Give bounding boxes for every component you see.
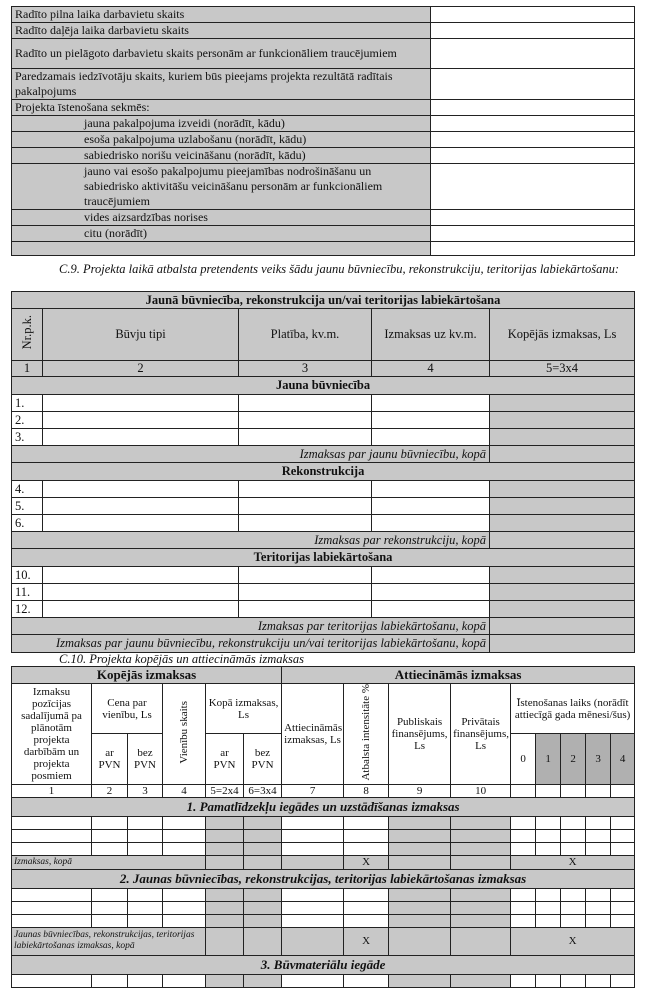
- group-total-label: Izmaksas par teritorijas labiekārtošanu, kopā: [12, 618, 490, 635]
- cost-section-title: 3. Būvmateriālu iegāde: [12, 955, 635, 974]
- indicator-sublabel: citu (norādīt): [12, 226, 431, 242]
- input-cell[interactable]: [511, 842, 536, 855]
- input-cell[interactable]: [372, 601, 490, 618]
- calc-cell: [244, 829, 282, 842]
- header-total-cost: Kopējās izmaksas, Ls: [490, 309, 635, 361]
- calc-cell: [451, 842, 511, 855]
- indicator-label: Radīto pilna laika darbavietu skaits: [12, 7, 431, 23]
- calc-cell: [389, 842, 451, 855]
- input-cell[interactable]: [282, 842, 344, 855]
- calc-cell: [206, 927, 244, 955]
- blank-cell: [561, 784, 586, 797]
- input-cell[interactable]: [586, 974, 611, 987]
- head-total-costs: Kopējās izmaksas: [12, 667, 282, 684]
- total-cell: [490, 567, 635, 584]
- total-cell: [490, 481, 635, 498]
- input-cell[interactable]: [561, 842, 586, 855]
- input-cell[interactable]: [12, 829, 92, 842]
- indicator-value-cell[interactable]: [431, 164, 635, 210]
- construction-table: [11, 291, 635, 653]
- input-cell[interactable]: [611, 829, 635, 842]
- month: 2: [561, 734, 586, 784]
- header-eligible: Attiecināmās izmaksas, Ls: [282, 684, 344, 785]
- col-num: 3: [239, 361, 372, 377]
- calc-cell: [206, 842, 244, 855]
- indicator-value-cell[interactable]: [431, 132, 635, 148]
- calc-cell: [451, 855, 511, 869]
- input-cell[interactable]: [92, 901, 128, 914]
- row-number: 3.: [12, 429, 43, 446]
- input-cell[interactable]: [43, 515, 239, 532]
- input-cell[interactable]: [282, 888, 344, 901]
- header-private-funding: Privātais finansējums, Ls: [451, 684, 511, 785]
- total-cell: [490, 446, 635, 463]
- calc-cell: [389, 855, 451, 869]
- input-cell[interactable]: [282, 816, 344, 829]
- indicator-sublabel: jauno vai esošo pakalpojumu pieejamības nodrošināšanu un sabiedrisko aktivitāšu veicināšanu personām ar funkcionāliem traucējumiem: [12, 164, 431, 210]
- calc-cell: [282, 927, 344, 955]
- calc-cell: [244, 927, 282, 955]
- cost-section-title: 1. Pamatlīdzekļu iegādes un uzstādīšanas izmaksas: [12, 797, 635, 816]
- calc-cell: [389, 927, 451, 955]
- indicator-value-cell[interactable]: [431, 69, 635, 100]
- month: 3: [586, 734, 611, 784]
- input-cell[interactable]: [12, 914, 92, 927]
- indicator-sublabel: jauna pakalpojuma izveidi (norādīt, kādu): [12, 116, 431, 132]
- input-cell[interactable]: [239, 515, 372, 532]
- calc-cell: [244, 816, 282, 829]
- input-cell[interactable]: [43, 412, 239, 429]
- input-cell[interactable]: [561, 816, 586, 829]
- header-implementation-time: Īstenošanas laiks (norādīt attiecīgā gada mēnesi/šus): [511, 684, 635, 734]
- col-num: 4: [163, 784, 206, 797]
- total-cell: [490, 618, 635, 635]
- input-cell[interactable]: [163, 974, 206, 987]
- header-total-costs: Kopā izmaksas, Ls: [206, 684, 282, 734]
- input-cell[interactable]: [372, 412, 490, 429]
- group-title: Rekonstrukcija: [12, 463, 635, 481]
- total-cell: [490, 515, 635, 532]
- x-mark: X: [511, 927, 635, 955]
- input-cell[interactable]: [536, 816, 561, 829]
- input-cell[interactable]: [92, 974, 128, 987]
- calc-cell: [389, 914, 451, 927]
- input-cell[interactable]: [43, 481, 239, 498]
- input-cell[interactable]: [43, 498, 239, 515]
- construction-table-title: Jaunā būvniecība, rekonstrukcija un/vai teritorijas labiekārtošana: [12, 292, 635, 309]
- input-cell[interactable]: [43, 395, 239, 412]
- input-cell[interactable]: [536, 974, 561, 987]
- sub-vat: ar PVN: [92, 734, 128, 784]
- header-intensity: Atbalsta intensitāte %: [344, 684, 389, 785]
- row-number: 4.: [12, 481, 43, 498]
- calc-cell: [244, 974, 282, 987]
- calc-cell: [389, 816, 451, 829]
- input-cell[interactable]: [611, 974, 635, 987]
- calc-cell: [244, 855, 282, 869]
- indicator-sublabel: sabiedrisko norišu veicināšanu (norādīt, kādu): [12, 148, 431, 164]
- input-cell[interactable]: [372, 498, 490, 515]
- indicator-value-cell[interactable]: [431, 39, 635, 69]
- calc-cell: [244, 901, 282, 914]
- input-cell[interactable]: [511, 914, 536, 927]
- input-cell[interactable]: [163, 901, 206, 914]
- input-cell[interactable]: [282, 974, 344, 987]
- input-cell[interactable]: [128, 974, 163, 987]
- input-cell[interactable]: [92, 842, 128, 855]
- header-public-funding: Publiskais finansējums, Ls: [389, 684, 451, 785]
- input-cell[interactable]: [511, 974, 536, 987]
- input-cell[interactable]: [239, 412, 372, 429]
- calc-cell: [451, 927, 511, 955]
- grand-total-label: Izmaksas par jaunu būvniecību, rekonstrukciju un/vai teritorijas labiekārtošanu, kopā: [12, 635, 490, 653]
- indicator-value-cell[interactable]: [431, 148, 635, 164]
- month: 4: [611, 734, 635, 784]
- total-cell: [490, 532, 635, 549]
- calc-cell: [451, 816, 511, 829]
- input-cell[interactable]: [163, 914, 206, 927]
- input-cell[interactable]: [511, 816, 536, 829]
- input-cell[interactable]: [239, 567, 372, 584]
- row-number: 1.: [12, 395, 43, 412]
- input-cell[interactable]: [561, 829, 586, 842]
- input-cell[interactable]: [163, 888, 206, 901]
- input-cell[interactable]: [128, 829, 163, 842]
- x-mark: X: [511, 855, 635, 869]
- calc-cell: [206, 816, 244, 829]
- input-cell[interactable]: [372, 429, 490, 446]
- calc-cell: [244, 888, 282, 901]
- input-cell[interactable]: [586, 816, 611, 829]
- row-number: 11.: [12, 584, 43, 601]
- calc-cell: [389, 974, 451, 987]
- input-cell[interactable]: [611, 842, 635, 855]
- input-cell[interactable]: [586, 914, 611, 927]
- indicator-sublabel: esoša pakalpojuma uzlabošanu (norādīt, kādu): [12, 132, 431, 148]
- input-cell[interactable]: [344, 842, 389, 855]
- calc-cell: [451, 888, 511, 901]
- indicator-sublabel: vides aizsardzības norises: [12, 210, 431, 226]
- input-cell[interactable]: [239, 601, 372, 618]
- input-cell[interactable]: [12, 888, 92, 901]
- input-cell[interactable]: [561, 974, 586, 987]
- input-cell[interactable]: [128, 888, 163, 901]
- input-cell[interactable]: [128, 816, 163, 829]
- input-cell[interactable]: [344, 974, 389, 987]
- col-num: 5=3x4: [490, 361, 635, 377]
- row-number: 5.: [12, 498, 43, 515]
- blank-cell: [511, 784, 536, 797]
- calc-cell: [451, 901, 511, 914]
- sub-novat: bez PVN: [244, 734, 282, 784]
- blank-cell: [536, 784, 561, 797]
- indicator-label: Paredzamais iedzīvotāju skaits, kuriem būs pieejams projekta rezultātā radītais pakalpojums: [12, 69, 431, 100]
- col-num: 5=2x4: [206, 784, 244, 797]
- input-cell[interactable]: [511, 888, 536, 901]
- total-cell: [490, 635, 635, 653]
- indicator-value-cell[interactable]: [431, 226, 635, 242]
- col-num: 10: [451, 784, 511, 797]
- input-cell[interactable]: [536, 888, 561, 901]
- input-cell[interactable]: [12, 842, 92, 855]
- input-cell[interactable]: [536, 829, 561, 842]
- indicator-label: Projekta īstenošana sekmēs:: [12, 100, 431, 116]
- input-cell[interactable]: [163, 829, 206, 842]
- input-cell[interactable]: [372, 567, 490, 584]
- calc-cell: [282, 855, 344, 869]
- input-cell[interactable]: [43, 429, 239, 446]
- total-cell: [490, 601, 635, 618]
- indicator-label: Radīto daļēja laika darbavietu skaits: [12, 23, 431, 39]
- input-cell[interactable]: [586, 888, 611, 901]
- input-cell[interactable]: [511, 901, 536, 914]
- col-num: 8: [344, 784, 389, 797]
- input-cell[interactable]: [239, 481, 372, 498]
- indicator-value-cell[interactable]: [431, 210, 635, 226]
- input-cell[interactable]: [561, 914, 586, 927]
- input-cell[interactable]: [372, 584, 490, 601]
- calc-cell: [389, 901, 451, 914]
- total-cell: [490, 395, 635, 412]
- input-cell[interactable]: [344, 816, 389, 829]
- input-cell[interactable]: [586, 901, 611, 914]
- input-cell[interactable]: [536, 842, 561, 855]
- input-cell[interactable]: [372, 515, 490, 532]
- section-total-label: Jaunas būvniecības, rekonstrukcijas, teritorijas labiekārtošanas izmaksas, kopā: [12, 927, 206, 955]
- input-cell[interactable]: [344, 888, 389, 901]
- input-cell[interactable]: [92, 816, 128, 829]
- input-cell[interactable]: [92, 888, 128, 901]
- col-num: 3: [128, 784, 163, 797]
- input-cell[interactable]: [128, 901, 163, 914]
- col-num: 1: [12, 784, 92, 797]
- input-cell[interactable]: [372, 395, 490, 412]
- col-num: 2: [43, 361, 239, 377]
- input-cell[interactable]: [43, 601, 239, 618]
- input-cell[interactable]: [12, 816, 92, 829]
- group-title: Teritorijas labiekārtošana: [12, 549, 635, 567]
- input-cell[interactable]: [586, 829, 611, 842]
- header-cost-per-sqm: Izmaksas uz kv.m.: [372, 309, 490, 361]
- input-cell[interactable]: [239, 498, 372, 515]
- input-cell[interactable]: [611, 901, 635, 914]
- indicator-value-cell[interactable]: [431, 242, 635, 256]
- input-cell[interactable]: [511, 829, 536, 842]
- header-unit-price: Cena par vienību, Ls: [92, 684, 163, 734]
- indicators-table: [11, 6, 635, 256]
- input-cell[interactable]: [344, 829, 389, 842]
- input-cell[interactable]: [611, 914, 635, 927]
- input-cell[interactable]: [239, 395, 372, 412]
- x-mark: X: [344, 927, 389, 955]
- row-number: 6.: [12, 515, 43, 532]
- cost-section-title: 2. Jaunas būvniecības, rekonstrukcijas, teritorijas labiekārtošanas izmaksas: [12, 869, 635, 888]
- group-total-label: Izmaksas par jaunu būvniecību, kopā: [12, 446, 490, 463]
- input-cell[interactable]: [239, 584, 372, 601]
- input-cell[interactable]: [611, 888, 635, 901]
- input-cell[interactable]: [561, 888, 586, 901]
- x-mark: X: [344, 855, 389, 869]
- calc-cell: [206, 829, 244, 842]
- col-num: 2: [92, 784, 128, 797]
- input-cell[interactable]: [344, 901, 389, 914]
- indicator-value-cell[interactable]: [431, 100, 635, 116]
- input-cell[interactable]: [536, 901, 561, 914]
- input-cell[interactable]: [372, 481, 490, 498]
- input-cell[interactable]: [282, 829, 344, 842]
- input-cell[interactable]: [586, 842, 611, 855]
- total-cell: [490, 429, 635, 446]
- sub-novat: bez PVN: [128, 734, 163, 784]
- total-cell: [490, 412, 635, 429]
- input-cell[interactable]: [344, 914, 389, 927]
- col-num: 6=3x4: [244, 784, 282, 797]
- col-num: 7: [282, 784, 344, 797]
- input-cell[interactable]: [92, 829, 128, 842]
- calc-cell: [206, 901, 244, 914]
- col-num: 1: [12, 361, 43, 377]
- group-total-label: Izmaksas par rekonstrukciju, kopā: [12, 532, 490, 549]
- input-cell[interactable]: [163, 842, 206, 855]
- input-cell[interactable]: [282, 901, 344, 914]
- input-cell[interactable]: [611, 816, 635, 829]
- input-cell[interactable]: [239, 429, 372, 446]
- c10-caption: C.10. Projekta kopējās un attiecināmās izmaksas: [59, 652, 304, 666]
- section-total-label: Izmaksas, kopā: [12, 855, 206, 869]
- indicator-value-cell[interactable]: [431, 116, 635, 132]
- input-cell[interactable]: [12, 901, 92, 914]
- calc-cell: [206, 888, 244, 901]
- blank-cell: [586, 784, 611, 797]
- header-cost-position: Izmaksu pozīcijas sadalījumā pa plānotām projekta darbībām un projekta posmiem: [12, 684, 92, 785]
- row-number: 2.: [12, 412, 43, 429]
- input-cell[interactable]: [282, 914, 344, 927]
- header-building-types: Būvju tipi: [43, 309, 239, 361]
- calc-cell: [451, 829, 511, 842]
- input-cell[interactable]: [561, 901, 586, 914]
- calc-cell: [206, 855, 244, 869]
- total-cell: [490, 498, 635, 515]
- input-cell[interactable]: [128, 842, 163, 855]
- month: 0: [511, 734, 536, 784]
- calc-cell: [244, 914, 282, 927]
- indicator-value-cell[interactable]: [431, 23, 635, 39]
- input-cell[interactable]: [128, 914, 163, 927]
- calc-cell: [244, 842, 282, 855]
- col-num: 4: [372, 361, 490, 377]
- col-num: 9: [389, 784, 451, 797]
- indicator-label: Radīto un pielāgoto darbavietu skaits personām ar funkcionāliem traucējumiem: [12, 39, 431, 69]
- calc-cell: [389, 888, 451, 901]
- indicator-empty-row: [12, 242, 431, 256]
- row-number: 10.: [12, 567, 43, 584]
- blank-cell: [611, 784, 635, 797]
- sub-vat: ar PVN: [206, 734, 244, 784]
- c9-caption: C.9. Projekta laikā atbalsta pretendents veiks šādu jaunu būvniecību, rekonstrukciju, teritorijas labiekārtošanu:: [59, 262, 619, 276]
- input-cell[interactable]: [163, 816, 206, 829]
- calc-cell: [451, 914, 511, 927]
- costs-table: [11, 666, 635, 988]
- calc-cell: [206, 914, 244, 927]
- calc-cell: [389, 829, 451, 842]
- head-eligible-costs: Attiecināmās izmaksas: [282, 667, 635, 684]
- input-cell[interactable]: [536, 914, 561, 927]
- month: 1: [536, 734, 561, 784]
- row-number: 12.: [12, 601, 43, 618]
- header-area: Platība, kv.m.: [239, 309, 372, 361]
- header-nr: Nr.p.k.: [12, 309, 43, 361]
- calc-cell: [451, 974, 511, 987]
- calc-cell: [206, 974, 244, 987]
- indicator-value-cell[interactable]: [431, 7, 635, 23]
- header-unit-count: Vienību skaits: [163, 684, 206, 785]
- input-cell[interactable]: [43, 567, 239, 584]
- input-cell[interactable]: [92, 914, 128, 927]
- total-cell: [490, 584, 635, 601]
- group-title: Jauna būvniecība: [12, 377, 635, 395]
- input-cell[interactable]: [12, 974, 92, 987]
- input-cell[interactable]: [43, 584, 239, 601]
